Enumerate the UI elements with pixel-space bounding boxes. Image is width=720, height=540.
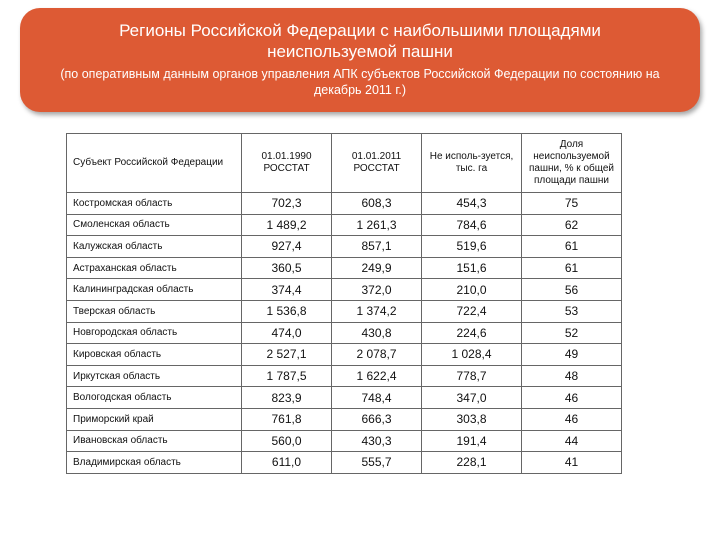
table-row xyxy=(67,257,622,279)
header-1990: 01.01.1990 РОССТАТ xyxy=(242,134,332,193)
table-row xyxy=(67,193,622,215)
slide-subtitle: (по оперативным данным органов управления АПК субъектов Российской Федерации по состоянию на декабрь 2011 г.) xyxy=(60,67,660,97)
value-2011-cell: 372,0 xyxy=(332,279,422,301)
region-cell: Кировская область xyxy=(67,344,242,366)
unused-area-cell: 228,1 xyxy=(422,452,522,474)
value-1990-cell: 927,4 xyxy=(242,236,332,258)
unused-share-cell: 56 xyxy=(522,279,622,301)
region-cell: Костромская область xyxy=(67,193,242,215)
value-1990-cell: 823,9 xyxy=(242,387,332,409)
value-1990-cell: 611,0 xyxy=(242,452,332,474)
unused-share-cell: 46 xyxy=(522,387,622,409)
value-2011-cell: 748,4 xyxy=(332,387,422,409)
region-cell: Владимирская область xyxy=(67,452,242,474)
table-row xyxy=(67,387,622,409)
unused-area-cell: 224,6 xyxy=(422,322,522,344)
unused-area-cell: 151,6 xyxy=(422,257,522,279)
value-1990-cell: 1 489,2 xyxy=(242,214,332,236)
table-row xyxy=(67,214,622,236)
value-1990-cell: 560,0 xyxy=(242,430,332,452)
table-row xyxy=(67,430,622,452)
table-row xyxy=(67,408,622,430)
header-region: Субъект Российской Федерации xyxy=(67,134,242,193)
value-1990-cell: 474,0 xyxy=(242,322,332,344)
value-1990-cell: 761,8 xyxy=(242,408,332,430)
unused-area-cell: 778,7 xyxy=(422,365,522,387)
region-cell: Смоленская область xyxy=(67,214,242,236)
region-cell: Ивановская область xyxy=(67,430,242,452)
value-1990-cell: 1 787,5 xyxy=(242,365,332,387)
unused-share-cell: 53 xyxy=(522,300,622,322)
unused-area-cell: 722,4 xyxy=(422,300,522,322)
unused-area-cell: 454,3 xyxy=(422,193,522,215)
value-1990-cell: 360,5 xyxy=(242,257,332,279)
region-cell: Тверская область xyxy=(67,300,242,322)
value-2011-cell: 666,3 xyxy=(332,408,422,430)
value-2011-cell: 857,1 xyxy=(332,236,422,258)
unused-share-cell: 75 xyxy=(522,193,622,215)
unused-area-cell: 1 028,4 xyxy=(422,344,522,366)
unused-area-cell: 519,6 xyxy=(422,236,522,258)
header-share: Доля неиспользуемой пашни, % к общей площади пашни xyxy=(522,134,622,193)
value-1990-cell: 702,3 xyxy=(242,193,332,215)
table-row xyxy=(67,344,622,366)
region-cell: Приморский край xyxy=(67,408,242,430)
slide-title: Регионы Российской Федерации с наибольшими площадями неиспользуемой пашни xyxy=(119,21,601,61)
value-2011-cell: 608,3 xyxy=(332,193,422,215)
unused-share-cell: 61 xyxy=(522,236,622,258)
value-2011-cell: 1 261,3 xyxy=(332,214,422,236)
region-cell: Калужская область xyxy=(67,236,242,258)
data-table-container xyxy=(66,133,622,474)
unused-area-cell: 784,6 xyxy=(422,214,522,236)
table-header-row xyxy=(67,134,622,193)
table-row xyxy=(67,322,622,344)
region-cell: Калининградская область xyxy=(67,279,242,301)
value-2011-cell: 2 078,7 xyxy=(332,344,422,366)
unused-share-cell: 62 xyxy=(522,214,622,236)
value-2011-cell: 555,7 xyxy=(332,452,422,474)
unused-area-cell: 210,0 xyxy=(422,279,522,301)
value-1990-cell: 2 527,1 xyxy=(242,344,332,366)
header-unused: Не исполь-зуется, тыс. га xyxy=(422,134,522,193)
table-row xyxy=(67,236,622,258)
value-1990-cell: 374,4 xyxy=(242,279,332,301)
unused-area-cell: 347,0 xyxy=(422,387,522,409)
unused-share-cell: 44 xyxy=(522,430,622,452)
value-2011-cell: 1 374,2 xyxy=(332,300,422,322)
table-row xyxy=(67,365,622,387)
value-2011-cell: 249,9 xyxy=(332,257,422,279)
value-2011-cell: 1 622,4 xyxy=(332,365,422,387)
header-2011: 01.01.2011 РОССТАТ xyxy=(332,134,422,193)
region-cell: Иркутская область xyxy=(67,365,242,387)
unused-share-cell: 41 xyxy=(522,452,622,474)
unused-area-cell: 191,4 xyxy=(422,430,522,452)
table-row xyxy=(67,279,622,301)
region-cell: Вологодская область xyxy=(67,387,242,409)
value-1990-cell: 1 536,8 xyxy=(242,300,332,322)
value-2011-cell: 430,8 xyxy=(332,322,422,344)
unused-share-cell: 52 xyxy=(522,322,622,344)
unused-share-cell: 61 xyxy=(522,257,622,279)
region-cell: Новгородская область xyxy=(67,322,242,344)
table-row xyxy=(67,300,622,322)
farmland-table xyxy=(66,133,622,474)
title-banner xyxy=(20,8,700,112)
unused-share-cell: 46 xyxy=(522,408,622,430)
table-row xyxy=(67,452,622,474)
value-2011-cell: 430,3 xyxy=(332,430,422,452)
unused-share-cell: 48 xyxy=(522,365,622,387)
unused-share-cell: 49 xyxy=(522,344,622,366)
region-cell: Астраханская область xyxy=(67,257,242,279)
unused-area-cell: 303,8 xyxy=(422,408,522,430)
